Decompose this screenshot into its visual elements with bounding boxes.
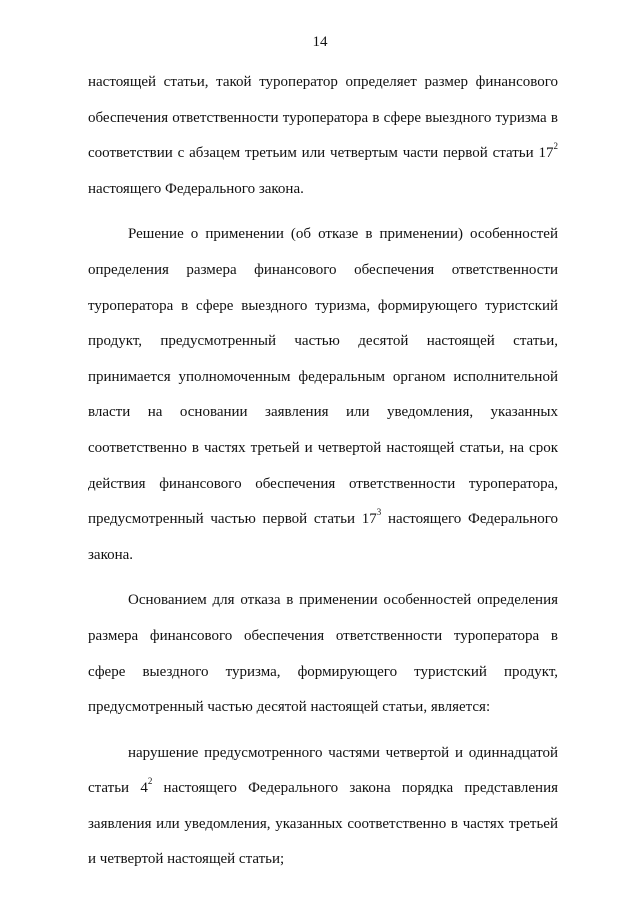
- text-line: настоящей статьи, такой туроператор определяет размер финансового: [88, 74, 558, 90]
- text-line: сфере выездного туризма, формирующего туристский продукт,: [88, 663, 558, 680]
- text-line: действия финансового обеспечения ответственности туроператора,: [88, 475, 558, 492]
- text-line: статьи $4^2$ настоящего Федерального закона порядка представления: [88, 776, 558, 797]
- text-line: принимается уполномоченным федеральным органом исполнительной: [88, 368, 558, 385]
- text-line: закона.: [88, 546, 134, 563]
- text-line: предусмотренный частью первой статьи $17^3$ настоящего Федерального: [88, 507, 559, 528]
- text-line: власти на основании заявления или уведомления, указанных: [88, 404, 558, 421]
- paragraph: [88, 72, 558, 214]
- text-line: и четвертой настоящей статьи;: [88, 851, 285, 868]
- text-line: предусмотренный частью десятой настоящей статьи, является:: [88, 699, 491, 716]
- text-line: продукт, предусмотренный частью десятой настоящей статьи,: [88, 333, 558, 350]
- text-line: заявления или уведомления, указанных соответственно в частях третьей: [88, 815, 558, 832]
- superscript: 2: [147, 776, 153, 787]
- text-line: обеспечения ответственности туроператора в сфере выездного туризма в: [88, 109, 558, 126]
- text-line: определения размера финансового обеспечения ответственности: [88, 261, 558, 278]
- text-line: настоящего Федерального закона.: [88, 180, 304, 197]
- text-line: соответствии с абзацем третьим или четвертым части первой статьи $17^2$: [88, 141, 558, 162]
- text-line: туроператора в сфере выездного туризма, формирующего туристский: [88, 297, 558, 314]
- document-body: [88, 72, 558, 885]
- text-line: нарушение предусмотренного частями четвертой и одиннадцатой: [128, 744, 558, 761]
- paragraph: [88, 590, 558, 732]
- superscript: 3: [376, 507, 382, 518]
- superscript: 2: [553, 141, 558, 152]
- page-number: 14: [312, 34, 328, 50]
- paragraph: [88, 743, 558, 885]
- text-line: Решение о применении (об отказе в применении) особенностей: [128, 226, 558, 243]
- text-line: Основанием для отказа в применении особенностей определения: [128, 592, 558, 609]
- paragraph: [88, 224, 558, 580]
- text-line: размера финансового обеспечения ответственности туроператора в: [88, 627, 558, 644]
- text-line: соответственно в частях третьей и четвертой настоящей статьи, на срок: [88, 439, 558, 456]
